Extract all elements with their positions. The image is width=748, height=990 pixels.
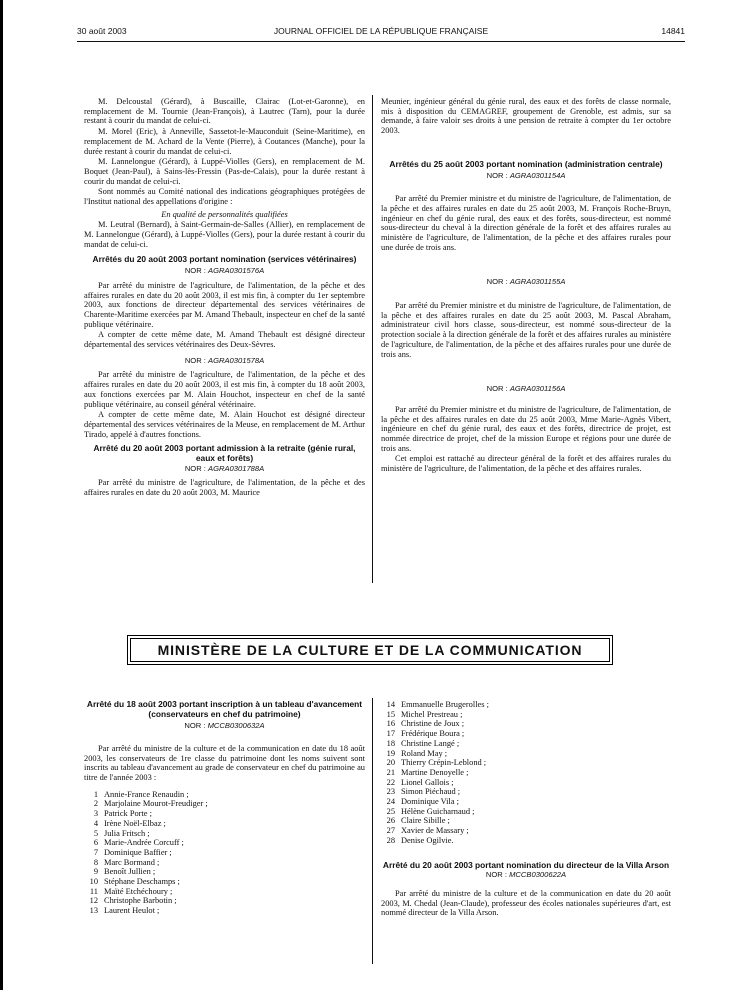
nor-reference: NOR : AGRA0301788A: [184, 463, 265, 473]
list-item-number: 8: [93, 857, 98, 867]
paragraph: Par arrêté du ministre de la culture et de la communication en date du 20 août 2003, M. Chedal (Jean-Claude), professeur des écoles nationales supérieures d'art, est nommé directeur de la Villa Arson.: [381, 888, 671, 918]
paragraph: Par arrêté du ministre de l'agriculture, de l'alimentation, de la pêche et des affaires rurales en date du 20 août 2003, M. Maurice: [84, 478, 365, 497]
list-item-number: 5: [93, 828, 98, 838]
list-item-number: 9: [93, 867, 98, 877]
list-item-number: 17: [386, 729, 395, 739]
list-item: [381, 836, 671, 846]
section-heading: Arrêtés du 25 août 2003 portant nomination (administration centrale): [389, 158, 663, 169]
list-item: [84, 906, 365, 916]
paragraph: M. Leutral (Bernard), à Saint-Germain-de-Salles (Allier), en remplacement de M. Lannelongue (Gérard), à Luppé-Violles (Gers), pour la durée restant à courir du mandat de celui-ci.: [84, 220, 365, 249]
list-item: [381, 749, 671, 759]
section-heading: Arrêté du 20 août 2003 portant admission à la retraite (génie rural, eaux et forêts): [93, 443, 356, 463]
list-item: [381, 729, 671, 739]
column-top-left: [84, 97, 365, 499]
list-item-number: 1: [93, 789, 98, 799]
list-item: [381, 826, 671, 836]
list-item: [381, 758, 671, 768]
list-item: [381, 739, 671, 749]
list-item-name: Roland May ;: [401, 748, 448, 758]
list-item: [381, 787, 671, 797]
list-item-number: 28: [386, 835, 395, 845]
section-heading: Arrêté du 18 août 2003 portant inscription à un tableau d'avancement (conservateurs en chef du patrimoine): [86, 699, 363, 719]
list-item: [84, 790, 365, 800]
list-item-name: Denise Ogilvie.: [401, 835, 454, 845]
list-item-number: 24: [386, 797, 395, 807]
nor-reference: NOR : AGRA0301154A: [486, 171, 566, 181]
list-item-number: 3: [93, 809, 98, 819]
list-item-name: Marc Bormand ;: [104, 857, 160, 867]
paragraph: Par arrêté du Premier ministre et du ministre de l'agriculture, de l'alimentation, de la pêche et des affaires rurales en date du 25 août 2003, M. François Roche-Bruyn, ingénieur en chef du génie rural, des eaux et des forêts, sous-directeur, est nommé sous-directeur du cheval à la direction générale de la forêt et des affaires rurales au ministère de l'agriculture, de l'alimentation, de la pêche et des affaires rurales pour une durée de trois ans.: [381, 194, 671, 252]
nor-reference: NOR : AGRA0301578A: [184, 355, 265, 365]
list-item: [381, 807, 671, 817]
name-list: [381, 700, 671, 846]
list-item-number: 19: [386, 748, 395, 758]
paragraph: A compter de cette même date, M. Alain Houchot est désigné directeur départemental des services vétérinaires de la Meuse, en remplacement de M. Arthur Tirado, appelé à d'autres fonctions.: [84, 410, 365, 439]
paragraph: M. Morel (Eric), à Anneville, Sassetot-le-Mauconduit (Seine-Maritime), en remplacement de M. Achard de la Vente (Pierre), à Coutances (Manche), pour la durée restant à courir du mandat de celui-ci.: [84, 127, 365, 156]
list-item-name: Martine Denoyelle ;: [401, 767, 469, 777]
list-item-number: 15: [386, 709, 395, 719]
paragraph: Par arrêté du Premier ministre et du ministre de l'agriculture, de l'alimentation, de la pêche et des affaires rurales en date du 25 août 2003, M. Pascal Abraham, administrateur civil hors classe, sous-directeur, est nommé sous-directeur de la protection sociale à la direction générale de la forêt et des affaires rurales au ministère de l'agriculture, de l'alimentation, de la pêche et des affaires rurales pour une durée de trois ans.: [381, 301, 671, 359]
list-item-name: Michel Prestreau ;: [401, 709, 463, 719]
list-item-number: 10: [89, 877, 98, 887]
section-heading: Arrêtés du 20 août 2003 portant nomination (services vétérinaires): [92, 253, 357, 264]
list-item: [84, 838, 365, 848]
list-item: [84, 858, 365, 868]
list-item: [84, 887, 365, 897]
list-item-number: 7: [93, 847, 98, 857]
list-item-number: 13: [89, 906, 98, 916]
list-item: [84, 877, 365, 887]
list-item-number: 2: [93, 799, 98, 809]
paragraph: Par arrêté du ministre de l'agriculture, de l'alimentation, de la pêche et des affaires rurales en date du 20 août 2003, il est mis fin, à compter du 18 août 2003, aux fonctions exercées par M. Alain Houchot, inspecteur en chef de la santé publique vétérinaire, au conseil général vétérinaire.: [84, 370, 365, 409]
ministry-banner: MINISTÈRE DE LA CULTURE ET DE LA COMMUNICATION: [130, 638, 610, 662]
list-item-number: 6: [93, 838, 98, 848]
list-item: [84, 799, 365, 809]
list-item-name: Christine de Joux ;: [401, 719, 465, 729]
list-item-number: 12: [89, 896, 98, 906]
list-item: [84, 819, 365, 829]
page-header: [77, 26, 685, 40]
list-item-number: 22: [386, 777, 395, 787]
list-item-name: Lionel Gallois ;: [401, 777, 454, 787]
list-item-name: Annie-France Renaudin ;: [104, 789, 189, 799]
list-item-name: Marjolaine Mourot-Freudiger ;: [104, 799, 208, 809]
column-divider-bottom: [372, 698, 373, 964]
list-item: [381, 778, 671, 788]
list-item-name: Julia Fritsch ;: [104, 828, 150, 838]
list-item-number: 18: [386, 738, 395, 748]
list-item-name: Stéphane Deschamps ;: [104, 877, 180, 887]
list-item-name: Irène Noël-Elbaz ;: [104, 818, 166, 828]
list-item-number: 11: [89, 886, 98, 896]
list-item: [381, 719, 671, 729]
list-item-name: Christophe Barbotin ;: [104, 896, 177, 906]
column-divider-top: [372, 95, 373, 583]
list-item: [381, 816, 671, 826]
list-item-number: 27: [386, 826, 395, 836]
nor-reference: NOR : AGRA0301156A: [486, 384, 566, 394]
nor-reference: NOR : AGRA0301576A: [184, 266, 265, 276]
name-list: [84, 790, 365, 916]
list-item-name: Emmanuelle Brugerolles ;: [401, 700, 489, 709]
list-item-number: 16: [386, 719, 395, 729]
section-heading: Arrêté du 20 août 2003 portant nomination du directeur de la Villa Arson: [382, 859, 670, 870]
list-item-name: Frédérique Boura ;: [401, 729, 465, 739]
list-item-name: Laurent Heulot ;: [104, 906, 160, 916]
list-item-name: Benoît Jullien ;: [104, 867, 156, 877]
list-item-number: 14: [386, 700, 395, 709]
paragraph: Par arrêté du Premier ministre et du ministre de l'agriculture, de l'alimentation, de la pêche et des affaires rurales en date du 25 août 2003, Mme Marie-Agnès Vibert, ingénieure en chef du génie rural, des eaux et des forêts, directrice de projet, est nommée directrice de projet, chef de la mission Europe et régions pour une durée de trois ans.: [381, 404, 671, 453]
header-title: JOURNAL OFFICIEL DE LA RÉPUBLIQUE FRANÇAISE: [273, 26, 489, 36]
nor-reference: NOR : MCCB0300622A: [485, 870, 567, 880]
list-item-name: Claire Sibille ;: [401, 816, 450, 826]
paragraph: Cet emploi est rattaché au directeur général de la forêt et des affaires rurales du ministère de l'agriculture, de l'alimentation, de la pêche et des affaires rurales.: [381, 454, 671, 474]
list-item: [84, 896, 365, 906]
list-item-number: 26: [386, 816, 395, 826]
nor-reference: NOR : MCCB0300632A: [184, 721, 265, 731]
header-page-number: 14841: [661, 26, 685, 36]
list-item-number: 21: [386, 767, 395, 777]
list-item-name: Hélène Guicharnaud ;: [401, 806, 475, 816]
list-item: [84, 867, 365, 877]
page-edge-bar: [0, 0, 3, 990]
list-item-name: Xavier de Massary ;: [401, 826, 469, 836]
subheading: En qualité de personnalités qualifiées: [161, 209, 288, 219]
column-top-right: [381, 97, 671, 475]
column-bottom-right: [381, 700, 671, 919]
paragraph: M. Lannelongue (Gérard), à Luppé-Violles (Gers), en remplacement de M. Boquet (Jean-Paul), à Sains-lès-Fressin (Pas-de-Calais), pour la durée restant à courir du mandat de celui-ci.: [84, 157, 365, 186]
list-item-name: Marie-Andrée Corcuff ;: [104, 838, 184, 848]
list-item-name: Patrick Porte ;: [104, 809, 152, 819]
list-item-name: Dominique Baffier ;: [104, 847, 172, 857]
list-item: [381, 710, 671, 720]
header-date: 30 août 2003: [77, 26, 127, 36]
list-item-name: Christine Langé ;: [401, 738, 460, 748]
paragraph: Sont nommés au Comité national des indications géographiques protégées de l'Institut national des appellations d'origine :: [84, 187, 365, 207]
paragraph: Par arrêté du ministre de la culture et de la communication en date du 18 août 2003, les conservateurs de 1re classe du patrimoine dont les noms suivent sont inscrits au tableau d'avancement au grade de conservateur en chef du patrimoine au titre de l'année 2003 :: [84, 743, 365, 782]
list-item-number: 20: [386, 758, 395, 768]
list-item-number: 25: [386, 806, 395, 816]
paragraph: M. Delcoustal (Gérard), à Buscaille, Clairac (Lot-et-Garonne), en remplacement de M. Tournie (Jean-François), à Lautrec (Tarn), pour la durée restant à courir du mandat de celui-ci.: [84, 97, 365, 126]
list-item: [84, 809, 365, 819]
list-item-number: 23: [386, 787, 395, 797]
header-rule: [77, 41, 685, 42]
list-item-number: 4: [93, 818, 98, 828]
nor-reference: NOR : AGRA0301155A: [486, 277, 566, 287]
paragraph: Meunier, ingénieur général du génie rural, des eaux et des forêts de classe normale, mis à disposition du CEMAGREF, groupement de Grenoble, est admis, sur sa demande, à faire valoir ses droits à une pension de retraite à compter du 1er octobre 2003.: [381, 97, 671, 136]
list-item: [84, 829, 365, 839]
list-item: [84, 848, 365, 858]
column-bottom-left: [84, 700, 365, 916]
list-item-name: Maïté Etchéchoury ;: [104, 886, 173, 896]
list-item-name: Dominique Vila ;: [401, 797, 459, 807]
list-item: [381, 768, 671, 778]
list-item: [381, 797, 671, 807]
paragraph: Par arrêté du ministre de l'agriculture, de l'alimentation, de la pêche et des affaires rurales en date du 20 août 2003, il est mis fin, à compter du 1er septembre 2003, aux fonctions de directeur départemental des services vétérinaires de Charente-Maritime exercées par M. Amand Thebault, inspecteur en chef de la santé publique vétérinaire.: [84, 280, 365, 329]
list-item-name: Thierry Crépin-Leblond ;: [401, 758, 487, 768]
paragraph: A compter de cette même date, M. Amand Thebault est désigné directeur départemental des services vétérinaires des Deux-Sèvres.: [84, 330, 365, 350]
list-item: [381, 700, 671, 710]
list-item-name: Simon Piéchaud ;: [401, 787, 461, 797]
